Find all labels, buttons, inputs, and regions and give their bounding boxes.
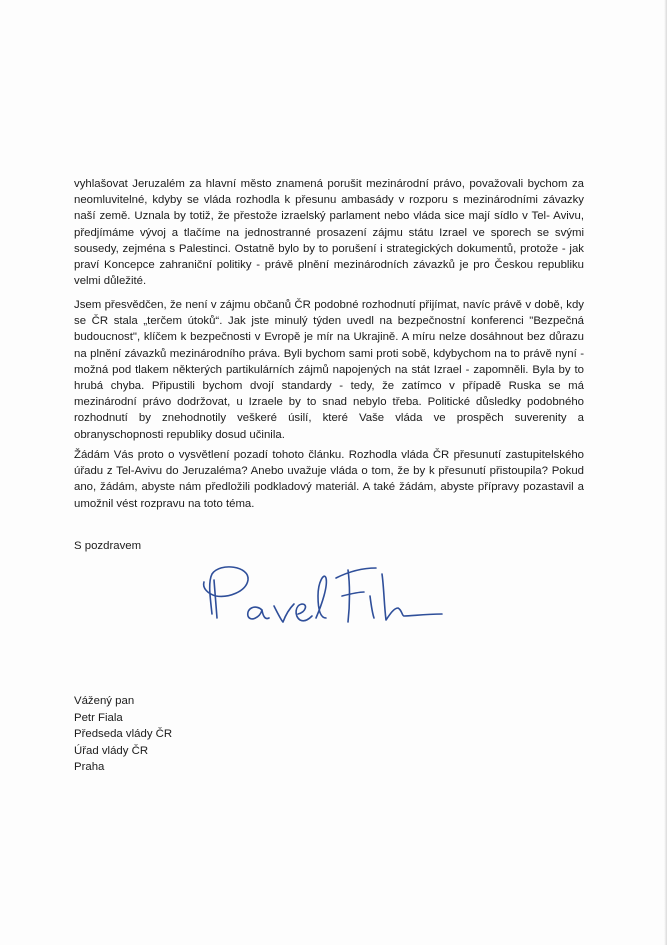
addressee-line: Předseda vlády ČR: [74, 728, 173, 741]
handwritten-signature: [198, 560, 458, 640]
addressee-line: Petr Fiala: [74, 711, 123, 724]
paragraph-3: Žádám Vás proto o vysvětlení pozadí tohoto článku. Rozhodla vláda ČR přesunutí zastupitelského úřadu z Tel-Avivu do Jeruzaléma? Anebo uvažuje vláda o tom, že by k přesunutí přistoupila? Pokud ano, žádám, abyste nám předložili podkladový materiál. A také žádám, abyste přípravy pozastavil a umožnil vést rozpravu na toto téma.: [74, 449, 584, 510]
addressee-line: Praha: [74, 761, 105, 774]
addressee-line: Vážený pan: [74, 695, 135, 707]
addressee-line: Úřad vlády ČR: [74, 744, 149, 757]
paragraph-2: Jsem přesvědčen, že není v zájmu občanů ČR podobné rozhodnutí přijímat, navíc právě v době, kdy se ČR stala „terčem útoků“. Jak jste minulý týden uvedl na bezpečnostní konferenci "Bezpečná budoucnost", klíčem k bezpečnosti v Evropě je mír na Ukrajině. A míru nelze dosáhnout bez důrazu na plnění závazků mezinárodního práva. Byli bychom sami proti sobě, kdybychom na to právě nyní - možná pod tlakem některých partikulárních zájmů napojených na stát Izrael - zapomněli. Byla by to hrubá chyba. Připustili bychom dvojí standardy - tedy, že zatímco v případě Ruska se má mezinárodní právo dodržovat, u Izraele by to snad nebylo třeba. Politické důsledky podobného rozhodnutí by znehodnotily veškeré úsilí, které Vaše vláda ve prospěch suverenity a obranyschopnosti republiky dosud učinila.: [74, 299, 584, 441]
paragraph-1: vyhlašovat Jeruzalém za hlavní město znamená porušit mezinárodní právo, považovali bychom za neomluvitelné, kdyby se vláda rozhodla k přesunu ambasády v rozporu s mezinárodními závazky naší země. Uznala by totiž, že přestože izraelský parlament nebo vláda sice mají sídlo v Tel- Avivu, předjímáme vývoj a tlačíme na jednostranné prosazení zájmu státu Izrael ve sporech se svými sousedy, zejména s Palestinci. Ostatně bylo by to porušení i strategických dokumentů, protože - jak praví Koncepce zahraniční politiky - právě plnění mezinárodních závazků je pro Českou republiku velmi důležité.: [74, 178, 584, 288]
addressee-block: [74, 693, 172, 776]
closing-salutation: S pozdravem: [74, 540, 142, 552]
